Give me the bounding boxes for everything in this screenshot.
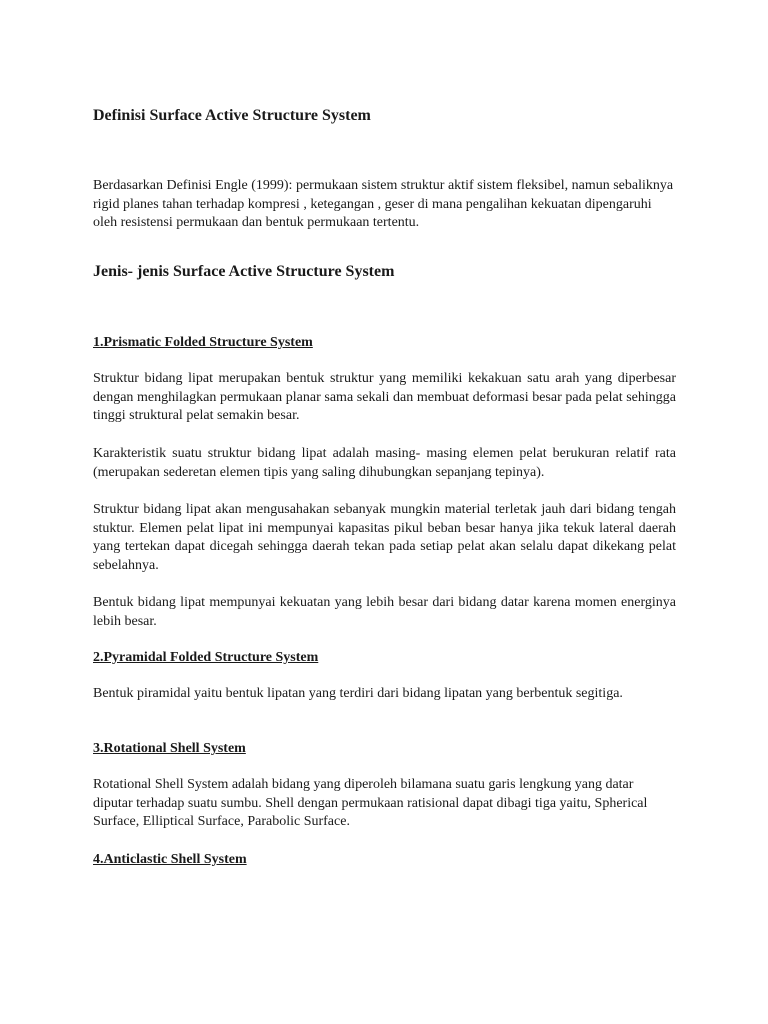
section-heading-pyramidal: 2.Pyramidal Folded Structure System: [93, 650, 319, 665]
section-heading-rotational: 3.Rotational Shell System: [93, 741, 246, 756]
document-page: [93, 0, 676, 1024]
rotational-paragraph-1: Rotational Shell System adalah bidang yang diperoleh bilamana suatu garis lengkung yang datar diputar terhadap suatu sumbu. Shell dengan permukaan ratisional dapat dibagi tiga yaitu, Spherical Surface, Elliptical Surface, Parabolic Surface.: [93, 777, 648, 830]
prismatic-paragraph-3: Struktur bidang lipat akan mengusahakan sebanyak mungkin material terletak jauh dari bidang tengah stuktur. Elemen pelat lipat ini mempunyai kapasitas pikul beban besar hanya jika tekuk lateral daerah yang tertekan dapat dicegah sehingga daerah tekan pada setiap pelat akan selalu dapat dikekang pelat sebelahnya.: [93, 502, 676, 573]
document-title: Definisi Surface Active Structure System: [93, 107, 371, 124]
section-heading-anticlastic: 4.Anticlastic Shell System: [93, 852, 247, 867]
intro-paragraph: Berdasarkan Definisi Engle (1999): permukaan sistem struktur aktif sistem fleksibel, namun sebaliknya rigid planes tahan terhadap kompresi , ketegangan , geser di mana pengalihan kekuatan dipengaruhi oleh resistensi permukaan dan bentuk permukaan tertentu.: [93, 178, 674, 231]
prismatic-paragraph-1: Struktur bidang lipat merupakan bentuk struktur yang memiliki kekakuan satu arah yang diperbesar dengan menghilagkan permukaan planar sama sekali dan membuat deformasi besar pada pelat sehingga tinggi struktural pelat semakin besar.: [93, 371, 676, 424]
pyramidal-paragraph-1: Bentuk piramidal yaitu bentuk lipatan yang terdiri dari bidang lipatan yang berbentuk segitiga.: [93, 686, 623, 701]
types-heading: Jenis- jenis Surface Active Structure System: [93, 263, 395, 280]
prismatic-paragraph-2: Karakteristik suatu struktur bidang lipat adalah masing- masing elemen pelat berukuran relatif rata (merupakan sederetan elemen tipis yang saling dihubungkan sepanjang tepinya).: [93, 446, 676, 480]
section-heading-prismatic: 1.Prismatic Folded Structure System: [93, 335, 313, 350]
prismatic-paragraph-4: Bentuk bidang lipat mempunyai kekuatan yang lebih besar dari bidang datar karena momen energinya lebih besar.: [93, 595, 676, 629]
